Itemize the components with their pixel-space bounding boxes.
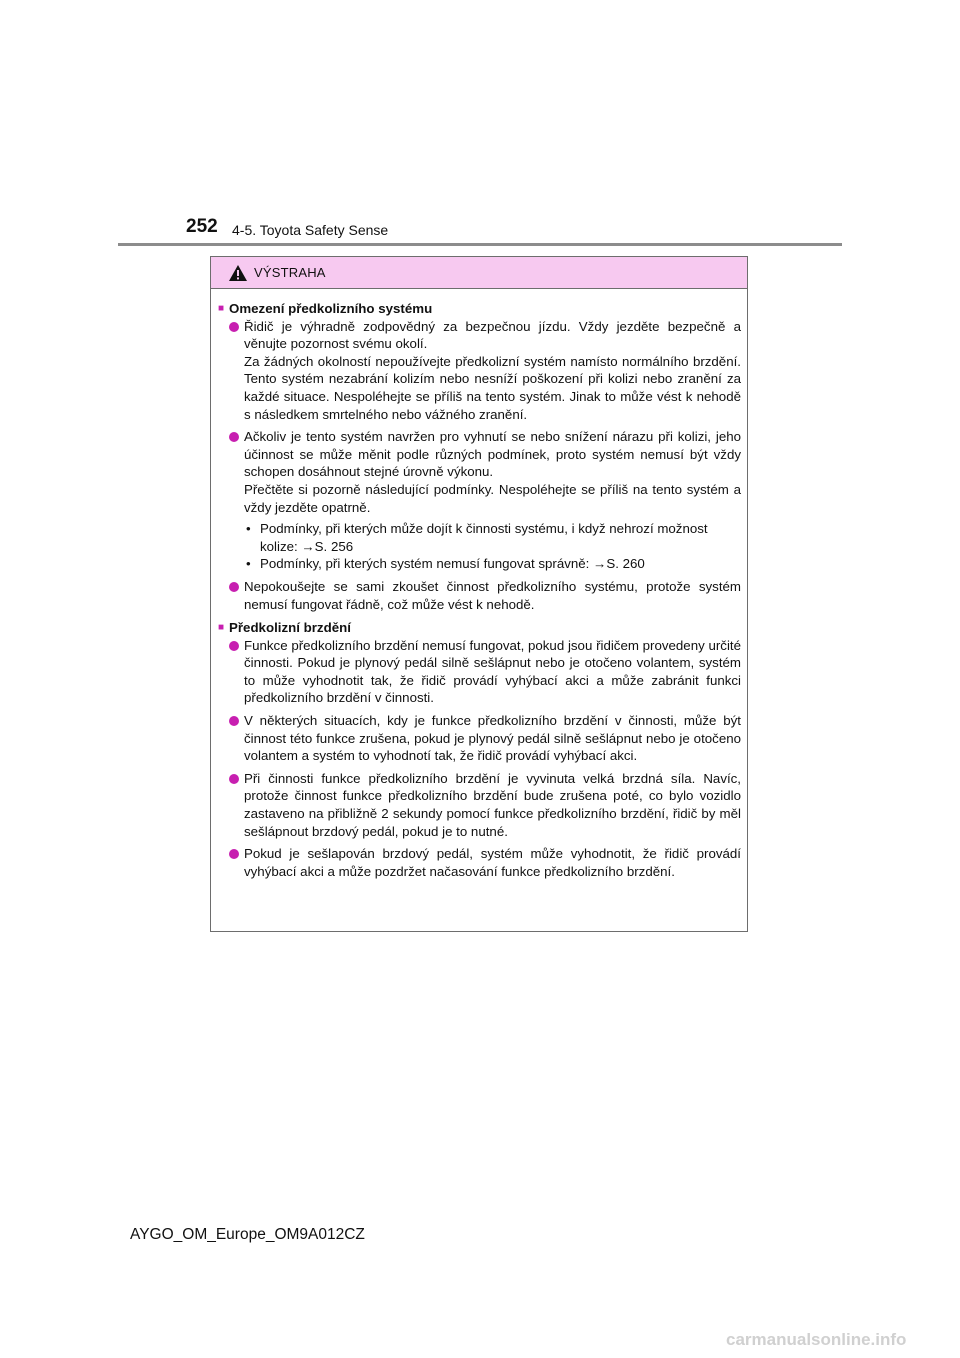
list-item [218, 318, 741, 424]
header-rule [118, 243, 842, 246]
item-paragraph: Za žádných okolností nepoužívejte předkolizní systém namísto normálního brzdění. Tento systém nezabrání kolizím nebo nesníží poškození při kolizi nebo zranění za každé situace. Nespoléhejte se příliš na tento systém. Jinak to může vést k nehodě s následkem smrtelného nebo vážného zranění. [244, 353, 741, 422]
list-item [218, 578, 741, 613]
round-bullet-icon [229, 716, 239, 726]
item-paragraph: Funkce předkolizního brzdění nemusí fungovat, pokud jsou řidičem provedeny určité činnosti. Pokud je plynový pedál silně sešlápnut nebo je otočeno volantem, systém to může vyhodnotit tak, že řidič provádí vyhýbací akci a může zabránit funkci předkolizního brzdění v činnosti. [244, 637, 741, 706]
warning-header [211, 257, 747, 289]
dot-bullet-icon: • [246, 521, 251, 537]
list-item [218, 845, 741, 880]
item-paragraph: Při činnosti funkce předkolizního brzdění je vyvinuta velká brzdná síla. Navíc, protože činnost funkce předkolizního brzdění bude zrušena poté, co bylo vozidlo zastaveno na přibližně 2 sekundy pomocí funkce předkolizního brzdění, řidič by měl sešlápnout brzdový pedál, pokud je to nutné. [244, 770, 741, 839]
list-item [218, 428, 741, 573]
round-bullet-icon [229, 849, 239, 859]
list-item [218, 770, 741, 840]
watermark[interactable]: carmanualsonline.info [726, 1330, 907, 1349]
section-heading [218, 619, 741, 637]
list-item [218, 637, 741, 707]
item-paragraph: Pokud je sešlapován brzdový pedál, systém může vyhodnotit, že řidič provádí vyhýbací akci a může pozdržet načasování funkce předkolizního brzdění. [244, 846, 741, 879]
round-bullet-icon [229, 582, 239, 592]
item-paragraph: Přečtěte si pozorně následující podmínky. Nespoléhejte se příliš na tento systém a vždy jezděte opatrně. [244, 481, 741, 515]
sub-list-item [244, 520, 741, 555]
item-paragraph: V některých situacích, kdy je funkce předkolizního brzdění v činnosti, může být činnost této funkce zrušena, pokud je plynový pedál silně sešlápnut nebo je otočeno volantem a systém to vyhodnotí tak, že řidič provádí vyhýbací akci. [244, 713, 741, 764]
warning-triangle-icon [228, 264, 248, 282]
item-paragraph: Nepokoušejte se sami zkoušet činnost předkolizního systému, protože systém nemusí fungovat řádně, což může vést k nehodě. [244, 578, 741, 612]
section-heading-text: Předkolizní brzdění [229, 620, 351, 636]
document-code: AYGO_OM_Europe_OM9A012CZ [130, 1226, 365, 1243]
section-title: 4-5. Toyota Safety Sense [232, 222, 389, 238]
round-bullet-icon [229, 774, 239, 784]
warning-section [218, 300, 741, 613]
warning-body [211, 289, 747, 880]
round-bullet-icon [229, 432, 239, 442]
sub-list-item [244, 555, 741, 573]
section-heading-text: Omezení předkolizního systému [229, 301, 433, 316]
sub-list-text: Podmínky, při kterých může dojít k činnosti systému, i když nehrozí možnost kolize: →S. 256 [260, 521, 708, 554]
square-bullet-icon: ■ [218, 622, 225, 634]
list-item [218, 712, 741, 765]
warning-section [218, 619, 741, 880]
sub-list-text: Podmínky, při kterých systém nemusí fungovat správně: →S. 260 [260, 556, 645, 572]
sub-list [244, 520, 741, 573]
round-bullet-icon [229, 641, 239, 651]
dot-bullet-icon: • [246, 556, 251, 572]
warning-label: VÝSTRAHA [254, 265, 326, 280]
round-bullet-icon [229, 322, 239, 332]
square-bullet-icon: ■ [218, 303, 225, 314]
item-paragraph: Řidič je výhradně zodpovědný za bezpečnou jízdu. Vždy jezděte bezpečně a věnujte pozornost svému okolí. [244, 318, 741, 352]
section-heading [218, 300, 741, 318]
item-paragraph: Ačkoliv je tento systém navržen pro vyhnutí se nebo snížení nárazu při kolizi, jeho účinnost se může měnit podle různých podmínek, proto systém nemusí být vždy schopen dosáhnout stejné úrovně výkonu. [244, 429, 741, 480]
warning-box [210, 256, 748, 932]
page-number: 252 [186, 216, 218, 237]
